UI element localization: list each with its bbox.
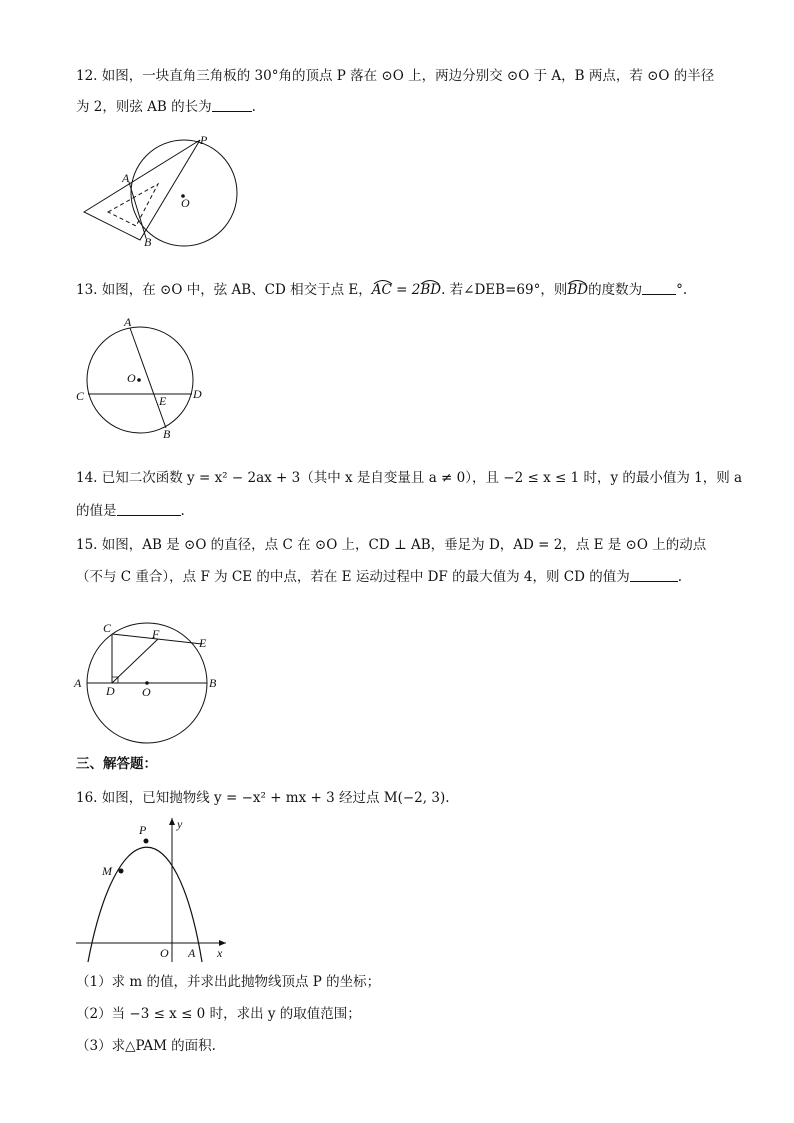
q15-line2-end: . [677, 569, 683, 585]
q16-label-x: x [217, 946, 223, 960]
q14-line2-text: 的值是 [76, 503, 117, 519]
q13-label-d: D [193, 387, 202, 401]
q13-text-2: . 若∠DEB=69°，则 [441, 282, 568, 298]
q12-label-b: B [144, 235, 152, 249]
q15-label-o: O [142, 685, 151, 699]
section-3-title: 三、解答题： [76, 756, 157, 772]
q12-circle-o [131, 140, 237, 246]
q15-line2 [76, 565, 682, 585]
q12-chord-ab [129, 182, 146, 238]
q13-figure [74, 314, 214, 444]
q16-label-o: O [160, 946, 169, 960]
q13-label-c: C [76, 389, 85, 403]
q16-figure [76, 814, 236, 964]
q13-arc-eq-text: AC = 2BD [371, 282, 442, 298]
q12-line1: 12. 如图，一块直角三角板的 30°角的顶点 P 落在 ⊙O 上，两边分别交 ⊙O 于 A，B 两点，若 ⊙O 的半径 [76, 68, 715, 84]
q15-label-e: E [199, 636, 207, 650]
q14-answer-blank[interactable] [117, 503, 181, 516]
q13-line1 [76, 278, 687, 298]
q13-arc-equation [372, 282, 441, 298]
q15-label-a: A [74, 676, 82, 690]
q13-label-a: A [124, 315, 132, 329]
q16-y-axis-arrow [169, 818, 175, 825]
q13-arc-bd-text: BD [567, 282, 589, 298]
q15-label-c: C [103, 621, 112, 635]
q13-label-e: E [159, 394, 167, 408]
q12-figure [80, 132, 250, 252]
q13-arc-bd [567, 282, 588, 298]
q12-line2-text: 为 2，则弦 AB 的长为 [76, 99, 212, 115]
q14-line1: 14. 已知二次函数 y = x² − 2ax + 3（其中 x 是自变量且 a ≠ 0），且 −2 ≤ x ≤ 1 时，y 的最小值为 1，则 a [76, 470, 743, 486]
q16-label-y: y [177, 817, 183, 831]
q15-figure [72, 618, 232, 748]
q13-center-dot [137, 378, 141, 382]
q16-part2: （2）当 −3 ≤ x ≤ 0 时，求出 y 的取值范围； [76, 1006, 361, 1022]
q13-answer-blank[interactable] [642, 282, 676, 295]
q12-label-a: A [122, 171, 130, 185]
q16-stem: 16. 如图，已知抛物线 y = −x² + mx + 3 经过点 M(−2, 3). [76, 790, 450, 806]
q12-line2 [76, 95, 256, 115]
q15-label-f: F [152, 627, 160, 641]
q15-answer-blank[interactable] [630, 569, 678, 582]
q12-inner-triangle [108, 184, 158, 226]
q16-label-a: A [188, 946, 196, 960]
q15-line2-text: （不与 C 重合），点 F 为 CE 的中点，若在 E 运动过程中 DF 的最大值为 4，则 CD 的值为 [76, 569, 630, 585]
q12-line2-end: . [251, 99, 256, 115]
q12-answer-blank[interactable] [212, 99, 252, 112]
q13-text-1: 13. 如图，在 ⊙O 中，弦 AB、CD 相交于点 E， [76, 282, 372, 298]
q14-line2 [76, 499, 185, 519]
q16-point-p [144, 839, 149, 844]
q13-arc-bd-mark-2 [567, 277, 587, 285]
q14-line2-end: . [180, 503, 185, 519]
q15-label-b: B [209, 676, 217, 690]
q13-label-o: O [127, 371, 136, 385]
q13-arc-ac-mark [373, 277, 393, 285]
q13-text-3: 的度数为 [588, 282, 643, 298]
q16-part3: （3）求△PAM 的面积. [76, 1038, 216, 1054]
q15-label-d: D [106, 684, 115, 698]
q16-label-m: M [102, 864, 112, 878]
q16-point-m [119, 869, 124, 874]
q16-label-p: P [139, 823, 147, 837]
q13-arc-bd-mark [420, 277, 440, 285]
q15-line1: 15. 如图，AB 是 ⊙O 的直径，点 C 在 ⊙O 上，CD ⊥ AB，垂足为 D，AD = 2，点 E 是 ⊙O 上的动点 [76, 537, 707, 553]
q13-label-b: B [163, 427, 171, 441]
q13-text-4: °. [676, 282, 688, 298]
q12-label-p: P [200, 133, 208, 147]
q15-segment-df [112, 639, 158, 683]
q12-label-o: O [181, 196, 190, 210]
q16-part1: （1）求 m 的值，并求出此抛物线顶点 P 的坐标； [76, 974, 381, 990]
